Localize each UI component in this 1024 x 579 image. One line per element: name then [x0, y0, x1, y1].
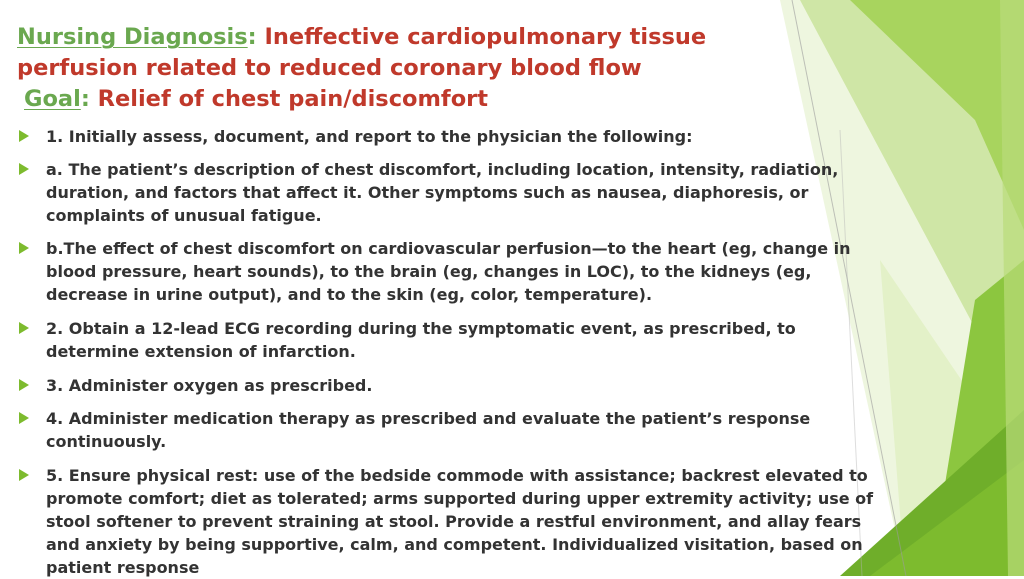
- bullet-arrow-icon: [19, 322, 29, 334]
- goal-text: Relief of chest pain/discomfort: [97, 86, 489, 112]
- bullet-arrow-icon: [19, 469, 29, 481]
- diagnosis-text-line-2: perfusion related to reduced coronary blood flow: [17, 55, 642, 81]
- bullet-arrow-icon: [19, 412, 29, 424]
- bullet-arrow-icon: [19, 242, 29, 254]
- bullet-text: 2. Obtain a 12-lead ECG recording during the symptomatic event, as prescribed, to determine extension of infarction.: [46, 319, 796, 361]
- diagnosis-line-2: [17, 53, 777, 84]
- diagnosis-line: [17, 22, 777, 53]
- bullet-text: 3. Administer oxygen as prescribed.: [46, 376, 373, 395]
- bullet-text: b.The effect of chest discomfort on cardiovascular perfusion—to the heart (eg, change in blood pressure, heart sounds), to the brain (eg, changes in LOC), to the kidneys (eg, decrease in urine output), and to the skin (eg, color, temperature).: [46, 239, 851, 304]
- bullet-text: 4. Administer medication therapy as prescribed and evaluate the patient’s response continuously.: [46, 409, 811, 451]
- goal-colon: :: [80, 86, 90, 112]
- bullet-text: a. The patient’s description of chest discomfort, including location, intensity, radiation, duration, and factors that affect it. Other symptoms such as nausea, diaphoresis, or complaints of unusual fatigue.: [46, 160, 839, 225]
- bullet-arrow-icon: [19, 130, 29, 142]
- diagnosis-colon: :: [247, 24, 257, 50]
- bullet-text: 5. Ensure physical rest: use of the bedside commode with assistance; backrest elevated to promote comfort; diet as tolerated; arms supported during upper extremity activity; use of stool softener to prevent straining at stool. Provide a restful environment, and allay fears and anxiety by being supportive, calm, and competent. Individualized visitation, based on patient response: [46, 466, 874, 577]
- slide-heading: [17, 22, 777, 115]
- diagnosis-text-line-1: Ineffective cardiopulmonary tissue: [264, 24, 707, 50]
- bullet-arrow-icon: [19, 379, 29, 391]
- nursing-diagnosis-label: Nursing Diagnosis: [17, 24, 248, 50]
- bullet-text: 1. Initially assess, document, and report to the physician the following:: [46, 127, 693, 146]
- goal-label: Goal: [24, 86, 81, 112]
- goal-line: [17, 84, 777, 115]
- bullet-arrow-icon: [19, 163, 29, 175]
